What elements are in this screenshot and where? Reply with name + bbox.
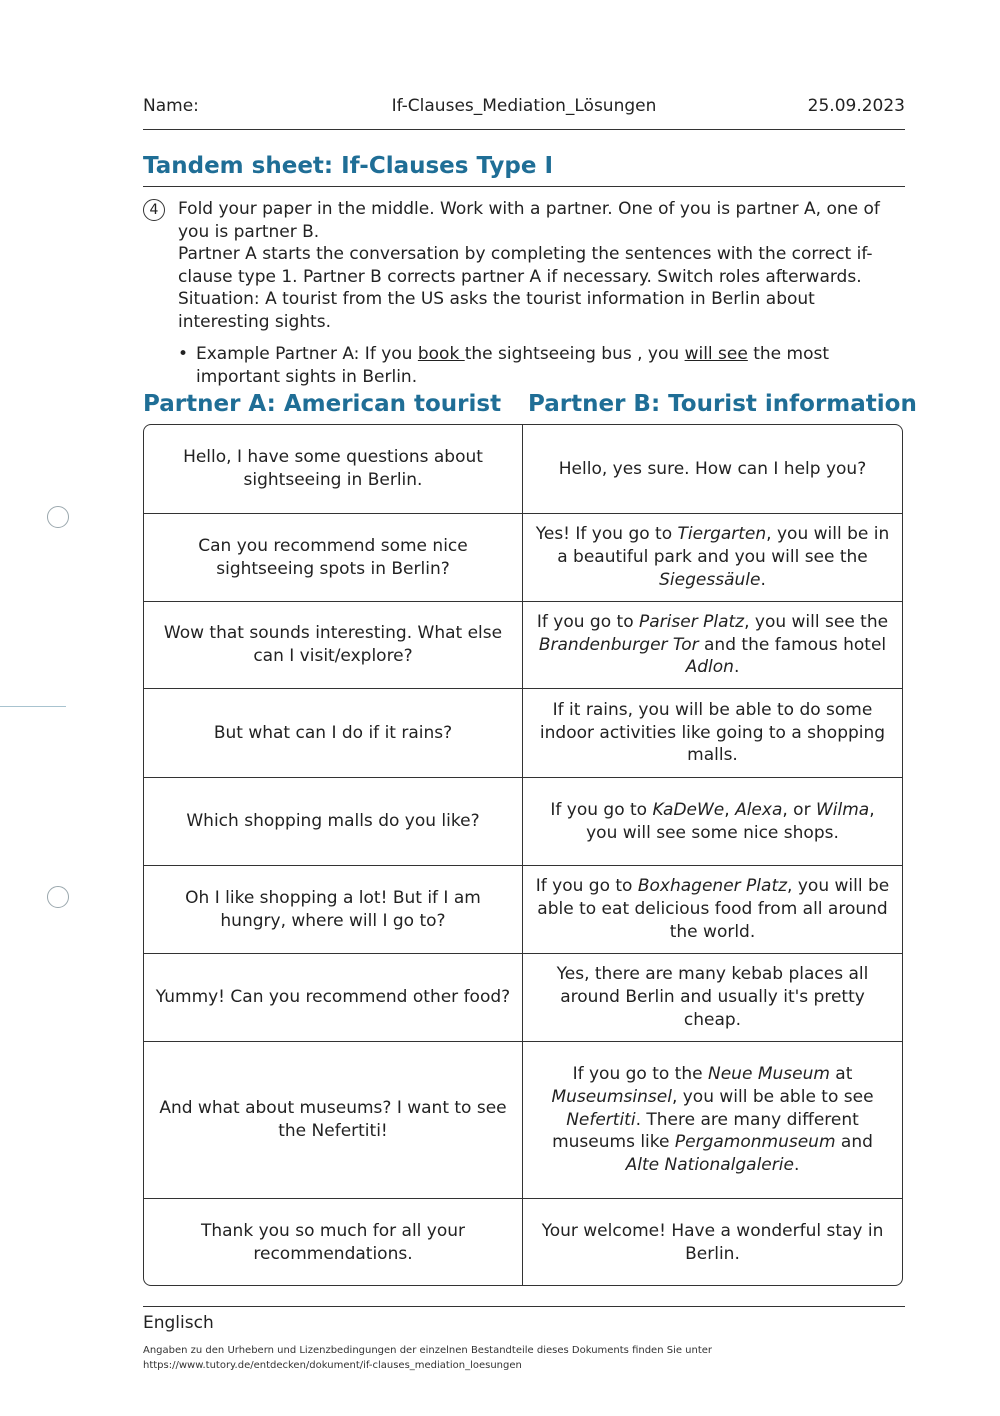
license-line: Angaben zu den Urhebern und Lizenzbedingungen der einzelnen Bestandteile dieses Dokuments finden Sie unter bbox=[143, 1345, 713, 1356]
footer-subject: Englisch bbox=[143, 1313, 214, 1333]
partner-b-cell: Hello, yes sure. How can I help you? bbox=[558, 458, 867, 479]
license-note bbox=[143, 1343, 903, 1373]
table-row bbox=[144, 601, 902, 688]
task-line: Situation: A tourist from the US asks the tourist information in Berlin about interesting sights. bbox=[178, 289, 815, 332]
table-row bbox=[144, 865, 902, 953]
header-divider bbox=[143, 129, 905, 130]
column-heading-partner-b: Partner B: Tourist information bbox=[528, 391, 917, 417]
partner-b-cell: If it rains, you will be able to do some indoor activities like going to a shopping malls. bbox=[539, 699, 886, 766]
partner-b-cell: Yes! If you go to Tiergarten, you will be in a beautiful park and you will see the Siegessäule. bbox=[535, 524, 890, 590]
punch-hole-icon bbox=[47, 506, 69, 528]
partner-a-cell: Hello, I have some questions about sightseeing in Berlin. bbox=[144, 425, 523, 513]
task-line: Partner A starts the conversation by completing the sentences with the correct if-clause type 1. Partner B corrects partner A if necessary. Switch roles afterwards. bbox=[178, 244, 873, 287]
example-item bbox=[178, 343, 898, 388]
document-date: 25.09.2023 bbox=[807, 96, 905, 116]
partner-a-cell: But what can I do if it rains? bbox=[144, 689, 523, 777]
partner-a-cell: Wow that sounds interesting. What else can I visit/explore? bbox=[144, 602, 523, 688]
partner-a-cell: Which shopping malls do you like? bbox=[144, 778, 523, 865]
bullet-icon: • bbox=[178, 344, 189, 364]
name-label: Name: bbox=[143, 96, 199, 116]
task-line: Fold your paper in the middle. Work with a partner. One of you is partner A, one of you is partner B. bbox=[178, 199, 880, 242]
task-number-badge: 4 bbox=[143, 199, 165, 221]
table-row bbox=[144, 953, 902, 1041]
document-title: If-Clauses_Mediation_Lösungen bbox=[391, 96, 657, 116]
table-row bbox=[144, 1198, 902, 1286]
task-instructions bbox=[178, 198, 908, 333]
dialogue-table bbox=[143, 424, 903, 1286]
page-title: Tandem sheet: If-Clauses Type I bbox=[143, 153, 554, 179]
partner-a-cell: Can you recommend some nice sightseeing spots in Berlin? bbox=[144, 514, 523, 601]
license-url[interactable]: https://www.tutory.de/entdecken/dokument/if-clauses_mediation_loesungen bbox=[143, 1360, 522, 1371]
table-row bbox=[144, 688, 902, 777]
partner-b-cell: If you go to the Neue Museum at Museumsinsel, you will be able to see Nefertiti. There are many different museums like Pergamonmuseum and Alte Nationalgalerie. bbox=[551, 1064, 874, 1176]
partner-a-cell: Thank you so much for all your recommendations. bbox=[144, 1199, 523, 1286]
partner-a-cell: Yummy! Can you recommend other food? bbox=[144, 954, 523, 1041]
table-row bbox=[144, 513, 902, 601]
partner-a-cell: Oh I like shopping a lot! But if I am hungry, where will I go to? bbox=[144, 866, 523, 953]
table-row bbox=[144, 777, 902, 865]
partner-b-cell: If you go to Boxhagener Platz, you will be able to eat delicious food from all around the world. bbox=[535, 876, 890, 942]
example-verb-2: will see bbox=[684, 344, 748, 364]
example-text: Example Partner A: If you book the sightseeing bus , you will see the most important sights in Berlin. bbox=[196, 344, 830, 387]
punch-hole-icon bbox=[47, 886, 69, 908]
table-row bbox=[144, 1041, 902, 1198]
partner-a-cell: And what about museums? I want to see the Nefertiti! bbox=[144, 1042, 523, 1198]
partner-b-cell: If you go to KaDeWe, Alexa, or Wilma, you will see some nice shops. bbox=[550, 799, 875, 843]
partner-b-cell: Your welcome! Have a wonderful stay in Berlin. bbox=[541, 1220, 884, 1264]
column-heading-partner-a: Partner A: American tourist bbox=[143, 391, 502, 417]
fold-mark bbox=[0, 706, 66, 707]
example-verb-1: book bbox=[417, 344, 465, 364]
table-row bbox=[144, 425, 902, 513]
partner-b-cell: If you go to Pariser Platz, you will see the Brandenburger Tor and the famous hotel Adlon. bbox=[536, 611, 889, 678]
partner-b-cell: Yes, there are many kebab places all around Berlin and usually it's pretty cheap. bbox=[556, 964, 869, 1030]
title-divider bbox=[143, 186, 905, 187]
footer-divider bbox=[143, 1306, 905, 1307]
